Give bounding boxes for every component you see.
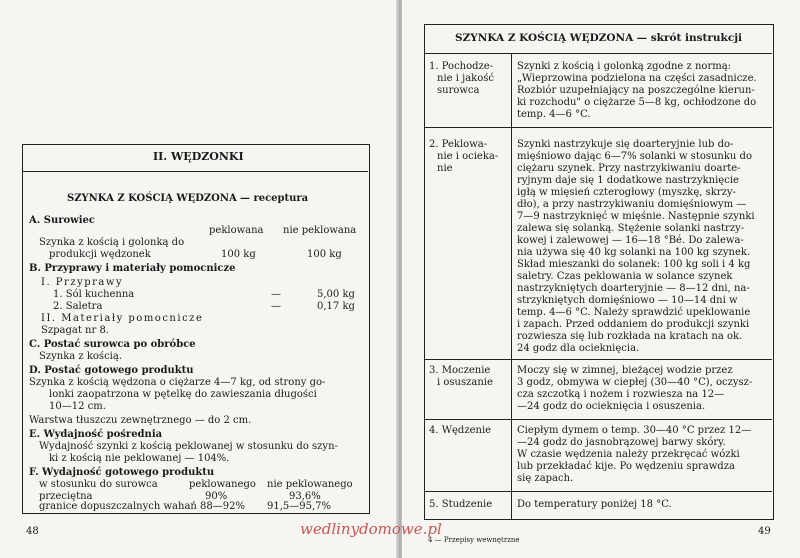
- row3-text-3: cza szczotką i nożem i rozwiesza na 12—: [517, 389, 725, 400]
- row2-text-15: temp. 4—6 °C. Należy sprawdzić upeklowanie: [517, 307, 751, 318]
- b-title: B. Przyprawy i materiały pomocnicze: [29, 263, 236, 274]
- row4-text-2: —24 godz do jasnobrązowej barwy skóry.: [517, 437, 726, 448]
- row1-text-1: Szynki z kością i golonką zgodne z normą:: [517, 61, 732, 72]
- row2-text-8: zalewa się solanką. Stężenie solanki nastrzy-: [517, 223, 745, 234]
- row2-label-2: nie i ocieka-: [437, 151, 499, 162]
- f-line1: w stosunku do surowca: [39, 479, 158, 490]
- recipe-frame: [22, 144, 370, 514]
- row3-label-2: i osuszanie: [437, 377, 493, 388]
- d-title: D. Postać gotowego produktu: [29, 365, 194, 376]
- b-item1-dash: —: [271, 289, 281, 300]
- row-divider: [425, 419, 772, 420]
- f-row1-v1: 90%: [205, 491, 228, 502]
- f-row2-label: granice dopuszczalnych wahań 88—92%: [39, 501, 245, 512]
- instruction-title-suffix: — skrót instrukcji: [636, 32, 742, 44]
- row2-text-10: nia używa się 40 kg solanki na 100 kg szynek.: [517, 247, 751, 258]
- watermark: wedlinydomowe.pl: [300, 520, 442, 538]
- b-item2: 2. Saletra: [53, 301, 103, 312]
- e-title: E. Wydajność pośrednia: [29, 429, 163, 440]
- instruction-title: SZYNKA Z KOŚCIĄ WĘDZONA: [455, 32, 634, 44]
- row-divider: [425, 359, 772, 360]
- f-row1-v2: 93,6%: [289, 491, 321, 502]
- row2-text-13: nastrzykniętych doarteryjnie — 8—12 dni, na-: [517, 283, 750, 294]
- row1-label-3: surowca: [437, 85, 480, 96]
- f-row1-label: przeciętna: [39, 491, 93, 502]
- row1-label-1: 1. Pochodze-: [429, 61, 494, 72]
- d-line4: Warstwa tłuszczu zewnętrznego — do 2 cm.: [29, 415, 252, 426]
- column-divider: [511, 53, 512, 519]
- b-sub2: II. Materiały pomocnicze: [41, 313, 204, 324]
- right-page: [402, 0, 800, 558]
- a-line2: produkcji wędzonek: [49, 249, 151, 260]
- row2-text-2: mięśniowo dając 6—7% solanki w stosunku do: [517, 151, 752, 162]
- page-number-right: 49: [758, 526, 771, 537]
- a-line1: Szynka z kością i golonką do: [39, 237, 185, 248]
- row4-text-5: się zapach.: [517, 473, 574, 484]
- row5-text-1: Do temperatury poniżej 18 °C.: [517, 499, 672, 510]
- row2-label-1: 2. Peklowa-: [429, 139, 488, 150]
- row2-text-7: 7—9 nastrzyknięć w mięśnie. Następnie szynki: [517, 211, 755, 222]
- row2-text-1: Szynki nastrzykuje się doarteryjnie lub do-: [517, 139, 734, 150]
- c-text: Szynka z kością.: [39, 351, 123, 362]
- row1-text-5: temp. 4—6 °C.: [517, 109, 591, 120]
- b-item2-dash: —: [271, 301, 281, 312]
- f-col1: peklowanego: [189, 479, 256, 490]
- a-val2: 100 kg: [307, 249, 342, 260]
- left-page: [0, 0, 398, 558]
- instruction-heading: [455, 32, 742, 44]
- page-number-left: 48: [26, 526, 39, 537]
- b-item1: 1. Sól kuchenna: [53, 289, 135, 300]
- col-nie-peklowana: nie peklowana: [283, 225, 357, 236]
- recipe-heading: [67, 193, 308, 205]
- row2-text-18: 24 godz dla ocieknięcia.: [517, 343, 640, 354]
- title-divider: [23, 171, 368, 172]
- header-divider: [425, 53, 772, 54]
- row2-text-9: kowej i zalewowej — 16—18 °Bé. Do zalewa-: [517, 235, 744, 246]
- row2-text-17: rozwiesza się lub rozkłada na kratach na ok.: [517, 331, 743, 342]
- row2-text-14: strzykniętych domięśniowo — 10—14 dni w: [517, 295, 738, 306]
- e-line2: ki z kością nie peklowanej — 104%.: [49, 453, 230, 464]
- d-line2: lonki zaopatrzona w pętelkę do zawieszania długości: [49, 389, 317, 400]
- col-peklowana: peklowana: [209, 225, 264, 236]
- row2-text-11: Skład mieszanki do solanek: 100 kg soli i 4 kg: [517, 259, 751, 270]
- row1-label-2: nie i jakość: [437, 73, 494, 84]
- row5-label-1: 5. Studzenie: [429, 499, 493, 510]
- row2-text-12: saletry. Czas peklowania w solance szynek: [517, 271, 733, 282]
- c-title: C. Postać surowca po obróbce: [29, 339, 196, 350]
- b-item1-val: 5,00 kg: [317, 289, 355, 300]
- row3-text-4: —24 godz do ocieknięcia i osuszenia.: [517, 401, 706, 412]
- row3-text-1: Moczy się w zimnej, bieżącej wodzie przez: [517, 365, 733, 376]
- row4-text-3: W czasie wędzenia należy przekręcać wózki: [517, 449, 740, 460]
- row2-text-4: ryjnym daje się 1 dodatkowe nastrzyknięcie: [517, 175, 739, 186]
- row1-text-4: ki rozchodu" o ciężarze 5—8 kg, ochłodzone do: [517, 97, 757, 108]
- row3-text-2: 3 godz, obmywa w ciepłej (30—40 °C), oczysz-: [517, 377, 753, 388]
- b-sub2-item: Szpagat nr 8.: [41, 325, 109, 336]
- row2-text-6: dło), a przy nastrzykiwaniu domięśniowym —: [517, 199, 747, 210]
- f-title: F. Wydajność gotowego produktu: [29, 467, 215, 478]
- row4-text-4: lub przekładać kije. Po wędzeniu sprawdza: [517, 461, 735, 472]
- a-title: A. Surowiec: [29, 215, 96, 226]
- f-col2: nie peklowanego: [267, 479, 353, 490]
- recipe-title: SZYNKA Z KOŚCIĄ WĘDZONA: [67, 193, 237, 204]
- b-sub1: I. Przyprawy: [41, 277, 124, 288]
- instruction-table: [424, 24, 774, 520]
- section-title: II. WĘDZONKI: [153, 150, 244, 163]
- row4-text-1: Ciepłym dymem o temp. 30—40 °C przez 12—: [517, 425, 752, 436]
- row-divider: [425, 491, 772, 492]
- b-item2-val: 0,17 kg: [317, 301, 355, 312]
- row1-text-2: „Wieprzowina podzielona na części zasadnicze.: [517, 73, 757, 84]
- d-line3: 10—12 cm.: [49, 401, 106, 412]
- row3-label-1: 3. Moczenie: [429, 365, 491, 376]
- e-line1: Wydajność szynki z kością peklowanej w stosunku do szyn-: [39, 441, 338, 452]
- row2-text-5: igłą w mięsień czterogłowy (myszkę, skrzy-: [517, 187, 736, 198]
- f-row2-v2: 91,5—95,7%: [267, 501, 332, 512]
- row4-label-1: 4. Wędzenie: [429, 425, 492, 436]
- row2-text-16: i zapach. Przed oddaniem do produkcji szynki: [517, 319, 750, 330]
- row2-text-3: ciężaru szynek. Przy nastrzykiwaniu doarte-: [517, 163, 741, 174]
- recipe-suffix: — receptura: [239, 193, 309, 204]
- page-footer: 4 — Przepisy wewnętrzne: [428, 536, 520, 544]
- row1-text-3: Rozbiór uzupełniający na poszczególne kierun-: [517, 85, 755, 96]
- d-line1: Szynka z kością wędzona o ciężarze 4—7 kg, od strony go-: [29, 377, 326, 388]
- a-val1: 100 kg: [221, 249, 256, 260]
- row-divider: [425, 127, 772, 128]
- row2-label-3: nie: [437, 163, 453, 174]
